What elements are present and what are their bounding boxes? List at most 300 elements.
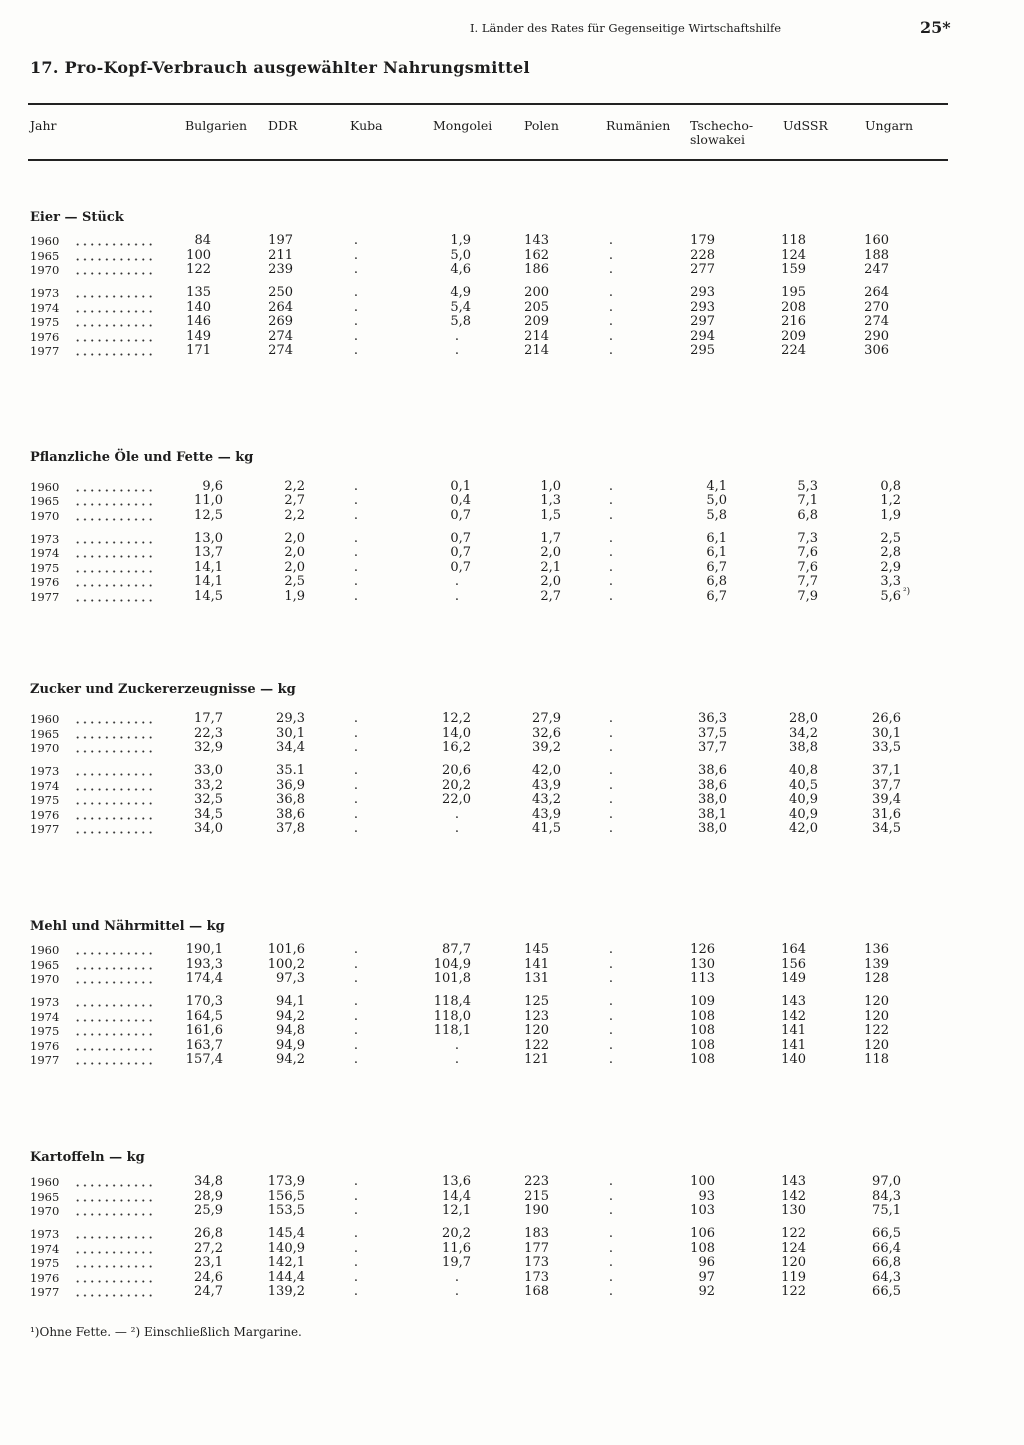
cell-ddr: 37,8 (276, 821, 305, 836)
cell-tschechoslowakei: 130 (690, 956, 715, 972)
column-header-udssr (783, 119, 828, 133)
cell-mongolei: 0,1 (450, 478, 471, 494)
cell-kuba: . (353, 299, 358, 315)
cell-udssr: 7,3 (797, 530, 818, 546)
cell-mongolei: . (454, 806, 459, 822)
row-year: 1976 (30, 1270, 60, 1285)
column-header-label-line2: slowakei (690, 132, 746, 147)
cell-ddr: 2,7 (284, 493, 305, 508)
table-row (0, 546, 1024, 561)
cell-bulgarien: 146 (186, 314, 211, 329)
cell-mongolei: 20,2 (442, 1226, 471, 1241)
table-row (0, 301, 1024, 316)
cell-ungarn: 290 (864, 328, 889, 344)
row-year: 1960 (30, 1175, 60, 1189)
cell-udssr: 216 (781, 314, 806, 329)
cell-tschechoslowakei: 36,3 (698, 711, 727, 726)
column-header-label: Mongolei (433, 118, 493, 133)
cell-rumaenien: . (608, 725, 613, 741)
cell-polen: 200 (524, 285, 549, 300)
cell-bulgarien: 26,8 (194, 1226, 223, 1241)
cell-polen: 141 (524, 956, 549, 972)
cell-tschechoslowakei: 113 (690, 971, 715, 986)
row-year: 1965 (30, 957, 60, 972)
column-header-ddr (268, 119, 297, 133)
cell-udssr: 40,9 (789, 792, 818, 807)
cell-polen: 1,7 (540, 530, 561, 546)
cell-udssr: 122 (781, 1284, 806, 1299)
cell-ddr: 100,2 (267, 956, 305, 972)
cell-mongolei: 101,8 (433, 971, 471, 986)
cell-rumaenien: . (608, 299, 613, 315)
table-row (0, 779, 1024, 794)
dot-leader (74, 1184, 154, 1187)
cell-tschechoslowakei: 126 (690, 942, 715, 957)
section-heading: Zucker und Zuckererzeugnisse — kg (30, 682, 296, 697)
cell-tschechoslowakei: 109 (690, 994, 715, 1009)
cell-ddr: 101,6 (267, 942, 305, 957)
cell-tschechoslowakei: 103 (690, 1203, 715, 1218)
cell-kuba: . (353, 262, 358, 277)
table-row (0, 315, 1024, 330)
table-row (0, 741, 1024, 756)
cell-bulgarien: 174,4 (185, 971, 223, 986)
cell-ddr: 197 (268, 233, 293, 248)
cell-tschechoslowakei: 38,1 (698, 806, 727, 822)
cell-rumaenien: . (608, 792, 613, 807)
dot-leader (74, 555, 154, 558)
table-row (0, 249, 1024, 264)
cell-ddr: 38,6 (276, 806, 305, 822)
cell-ungarn: 66,5 (872, 1226, 901, 1241)
cell-tschechoslowakei: 179 (690, 233, 715, 248)
cell-bulgarien: 34,5 (194, 806, 223, 822)
dot-leader (74, 324, 154, 327)
footnotes: ¹)Ohne Fette. — ²) Einschließlich Margarine. (30, 1325, 302, 1339)
cell-polen: 214 (524, 343, 549, 358)
cell-bulgarien: 9,6 (202, 478, 223, 494)
cell-bulgarien: 13,7 (194, 545, 223, 560)
column-header-jahr (30, 119, 57, 133)
cell-kuba: . (353, 559, 358, 575)
cell-polen: 125 (524, 994, 549, 1009)
cell-mongolei: 0,7 (450, 530, 471, 546)
cell-polen: 173 (524, 1269, 549, 1285)
cell-mongolei: 14,0 (442, 725, 471, 741)
column-header-label: DDR (268, 118, 298, 133)
cell-kuba: . (353, 777, 358, 793)
cell-tschechoslowakei: 108 (690, 1052, 715, 1067)
dot-leader (74, 599, 154, 602)
cell-kuba: . (353, 792, 358, 807)
row-year: 1960 (30, 479, 60, 494)
cell-ddr: 29,3 (276, 711, 305, 726)
cell-mongolei: . (454, 574, 459, 589)
table-row (0, 1024, 1024, 1039)
cell-ddr: 30,1 (276, 725, 305, 741)
cell-udssr: 130 (781, 1203, 806, 1218)
cell-bulgarien: 13,0 (194, 530, 223, 546)
cell-tschechoslowakei: 6,1 (706, 545, 727, 560)
cell-kuba: . (353, 328, 358, 344)
cell-ddr: 2,0 (284, 545, 305, 560)
cell-rumaenien: . (608, 806, 613, 822)
dot-leader (74, 353, 154, 356)
cell-mongolei: . (454, 1284, 459, 1299)
cell-bulgarien: 193,3 (185, 956, 223, 972)
cell-bulgarien: 100 (186, 247, 211, 263)
row-year: 1975 (30, 793, 60, 807)
dot-leader (74, 489, 154, 492)
cell-udssr: 124 (781, 247, 806, 263)
cell-bulgarien: 140 (186, 299, 211, 315)
cell-polen: 215 (524, 1188, 549, 1204)
cell-udssr: 156 (781, 956, 806, 972)
cell-rumaenien: . (608, 740, 613, 755)
dot-leader (74, 1236, 154, 1239)
cell-kuba: . (353, 588, 358, 604)
table-row (0, 1175, 1024, 1190)
cell-udssr: 38,8 (789, 740, 818, 755)
cell-udssr: 5,3 (797, 478, 818, 494)
section-heading: Kartoffeln — kg (30, 1150, 145, 1165)
table-header-rule (28, 159, 948, 161)
cell-udssr: 149 (781, 971, 806, 986)
cell-mongolei: 118,1 (433, 1023, 471, 1038)
cell-tschechoslowakei: 5,8 (706, 507, 727, 523)
cell-tschechoslowakei: 96 (698, 1255, 715, 1270)
cell-rumaenien: . (608, 1174, 613, 1189)
row-year: 1973 (30, 1227, 60, 1241)
cell-polen: 190 (524, 1203, 549, 1218)
cell-kuba: . (353, 1023, 358, 1038)
cell-rumaenien: . (608, 1240, 613, 1256)
table-row (0, 1256, 1024, 1271)
cell-rumaenien: . (608, 233, 613, 248)
cell-rumaenien: . (608, 1008, 613, 1024)
column-header-label: Kuba (350, 118, 383, 133)
dot-leader (74, 1048, 154, 1051)
column-header-label: UdSSR (783, 118, 828, 133)
cell-bulgarien: 34,8 (194, 1174, 223, 1189)
cell-kuba: . (353, 821, 358, 836)
cell-mongolei: 0,7 (450, 507, 471, 523)
cell-ddr: 36,8 (276, 792, 305, 807)
cell-ungarn: 120 (864, 994, 889, 1009)
table-row (0, 286, 1024, 301)
cell-udssr: 7,7 (797, 574, 818, 589)
cell-mongolei: . (454, 1269, 459, 1285)
cell-polen: 1,0 (540, 478, 561, 494)
cell-mongolei: 4,6 (450, 262, 471, 277)
cell-ddr: 94,8 (276, 1023, 305, 1038)
row-year: 1974 (30, 546, 60, 560)
cell-bulgarien: 190,1 (185, 942, 223, 957)
cell-polen: 2,7 (540, 588, 561, 604)
cell-mongolei: 12,1 (442, 1203, 471, 1218)
cell-ungarn: 39,4 (872, 792, 901, 807)
cell-ddr: 94,1 (276, 994, 305, 1009)
cell-mongolei: . (454, 343, 459, 358)
cell-ddr: 264 (268, 299, 293, 315)
cell-rumaenien: . (608, 1226, 613, 1241)
cell-bulgarien: 122 (186, 262, 211, 277)
cell-ungarn: 274 (864, 314, 889, 329)
cell-kuba: . (353, 971, 358, 986)
column-header-label: Ungarn (865, 118, 914, 133)
cell-polen: 177 (524, 1240, 549, 1256)
cell-mongolei: 11,6 (442, 1240, 471, 1256)
cell-tschechoslowakei: 37,7 (698, 740, 727, 755)
cell-mongolei: 19,7 (442, 1255, 471, 1270)
row-year: 1973 (30, 286, 60, 300)
cell-bulgarien: 135 (186, 285, 211, 300)
cell-ddr: 94,2 (276, 1052, 305, 1067)
cell-udssr: 143 (781, 1174, 806, 1189)
row-year: 1977 (30, 822, 60, 836)
cell-tschechoslowakei: 4,1 (706, 478, 727, 494)
cell-polen: 1,5 (540, 507, 561, 523)
cell-udssr: 224 (781, 343, 806, 358)
cell-tschechoslowakei: 97 (698, 1269, 715, 1285)
cell-ddr: 94,9 (276, 1037, 305, 1053)
cell-kuba: . (353, 1203, 358, 1218)
cell-polen: 183 (524, 1226, 549, 1241)
cell-polen: 43,9 (532, 777, 561, 793)
table-row (0, 509, 1024, 524)
cell-mongolei: 118,4 (433, 994, 471, 1009)
cell-ddr: 144,4 (267, 1269, 305, 1285)
cell-kuba: . (353, 725, 358, 741)
cell-rumaenien: . (608, 507, 613, 523)
cell-rumaenien: . (608, 343, 613, 358)
cell-kuba: . (353, 1255, 358, 1270)
cell-mongolei: . (454, 328, 459, 344)
cell-bulgarien: 170,3 (185, 994, 223, 1009)
row-year: 1975 (30, 1024, 60, 1038)
row-year: 1970 (30, 508, 60, 523)
cell-udssr: 195 (781, 285, 806, 300)
cell-ddr: 269 (268, 314, 293, 329)
table-row (0, 494, 1024, 509)
cell-ungarn: 118 (864, 1052, 889, 1067)
cell-rumaenien: . (608, 763, 613, 778)
row-year: 1965 (30, 494, 60, 508)
cell-rumaenien: . (608, 559, 613, 575)
cell-polen: 123 (524, 1008, 549, 1024)
cell-rumaenien: . (608, 493, 613, 508)
cell-rumaenien: . (608, 1188, 613, 1204)
cell-polen: 223 (524, 1174, 549, 1189)
dot-leader (74, 736, 154, 739)
table-row (0, 575, 1024, 590)
dot-leader (74, 503, 154, 506)
cell-ungarn: 34,5 (872, 821, 901, 836)
cell-udssr: 42,0 (789, 821, 818, 836)
cell-mongolei: 1,9 (450, 233, 471, 248)
cell-rumaenien: . (608, 328, 613, 344)
dot-leader (74, 272, 154, 275)
cell-ungarn: 120 (864, 1037, 889, 1053)
cell-mongolei: . (454, 1037, 459, 1053)
cell-udssr: 140 (781, 1052, 806, 1067)
cell-kuba: . (353, 1174, 358, 1189)
cell-ungarn: 270 (864, 299, 889, 315)
cell-ddr: 239 (268, 262, 293, 277)
cell-polen: 1,3 (540, 493, 561, 508)
cell-bulgarien: 164,5 (185, 1008, 223, 1024)
cell-mongolei: 0,7 (450, 559, 471, 575)
cell-rumaenien: . (608, 478, 613, 494)
cell-ungarn: 188 (864, 247, 889, 263)
column-header-label: Polen (524, 118, 559, 133)
cell-ungarn: 64,3 (872, 1269, 901, 1285)
table-row (0, 958, 1024, 973)
cell-ddr: 34,4 (276, 740, 305, 755)
cell-polen: 205 (524, 299, 549, 315)
cell-bulgarien: 32,5 (194, 792, 223, 807)
table-row (0, 995, 1024, 1010)
cell-ungarn: 33,5 (872, 740, 901, 755)
cell-udssr: 142 (781, 1008, 806, 1024)
dot-leader (74, 802, 154, 805)
table-row (0, 764, 1024, 779)
cell-tschechoslowakei: 38,0 (698, 792, 727, 807)
row-year: 1974 (30, 778, 60, 793)
cell-rumaenien: . (608, 1203, 613, 1218)
cell-rumaenien: . (608, 971, 613, 986)
cell-bulgarien: 34,0 (194, 821, 223, 836)
row-year: 1977 (30, 589, 60, 604)
cell-mongolei: 5,8 (450, 314, 471, 329)
running-head: I. Länder des Rates für Gegenseitige Wirtschaftshilfe (470, 21, 782, 35)
row-year: 1975 (30, 560, 60, 575)
cell-mongolei: 12,2 (442, 711, 471, 726)
cell-ungarn: 120 (864, 1008, 889, 1024)
cell-ungarn: 3,3 (880, 574, 901, 589)
cell-tschechoslowakei: 108 (690, 1240, 715, 1256)
table-row (0, 1204, 1024, 1219)
cell-ddr: 97,3 (276, 971, 305, 986)
cell-udssr: 141 (781, 1023, 806, 1038)
cell-bulgarien: 22,3 (194, 725, 223, 741)
dot-leader (74, 258, 154, 261)
cell-tschechoslowakei: 108 (690, 1037, 715, 1053)
cell-kuba: . (353, 1226, 358, 1241)
cell-mongolei: 14,4 (442, 1188, 471, 1204)
cell-tschechoslowakei: 6,8 (706, 574, 727, 589)
cell-kuba: . (353, 285, 358, 300)
cell-bulgarien: 23,1 (194, 1255, 223, 1270)
table-row (0, 1271, 1024, 1286)
cell-ungarn: 2,5 (880, 530, 901, 546)
cell-bulgarien: 14,5 (194, 588, 223, 604)
cell-mongolei: 5,4 (450, 299, 471, 315)
table-row (0, 943, 1024, 958)
cell-ddr: 2,0 (284, 559, 305, 575)
cell-ddr: 142,1 (267, 1255, 305, 1270)
cell-udssr: 208 (781, 299, 806, 315)
row-year: 1975 (30, 1256, 60, 1270)
cell-kuba: . (353, 711, 358, 726)
cell-ddr: 94,2 (276, 1008, 305, 1024)
dot-leader (74, 1019, 154, 1022)
table-row (0, 532, 1024, 547)
cell-bulgarien: 25,9 (194, 1203, 223, 1218)
dot-leader (74, 721, 154, 724)
cell-ddr: 2,5 (284, 574, 305, 589)
cell-bulgarien: 28,9 (194, 1188, 223, 1204)
cell-ungarn: 31,6 (872, 806, 901, 822)
cell-tschechoslowakei: 6,1 (706, 530, 727, 546)
cell-polen: 43,2 (532, 792, 561, 807)
cell-mongolei: 104,9 (433, 956, 471, 972)
cell-tschechoslowakei: 93 (698, 1188, 715, 1204)
cell-bulgarien: 84 (194, 233, 211, 248)
cell-ddr: 145,4 (267, 1226, 305, 1241)
cell-ungarn: 66,4 (872, 1240, 901, 1256)
row-year: 1974 (30, 1241, 60, 1256)
cell-rumaenien: . (608, 1255, 613, 1270)
cell-rumaenien: . (608, 262, 613, 277)
row-year: 1976 (30, 1038, 60, 1053)
cell-ungarn: 2,9 (880, 559, 901, 575)
table-row (0, 1242, 1024, 1257)
cell-rumaenien: . (608, 1052, 613, 1067)
cell-mongolei: 0,7 (450, 545, 471, 560)
table-row (0, 808, 1024, 823)
row-year: 1973 (30, 764, 60, 778)
cell-ungarn: 122 (864, 1023, 889, 1038)
cell-mongolei: . (454, 588, 459, 604)
cell-polen: 2,0 (540, 545, 561, 560)
dot-leader (74, 981, 154, 984)
cell-bulgarien: 14,1 (194, 574, 223, 589)
cell-rumaenien: . (608, 1284, 613, 1299)
footnote-reference: ²) (903, 586, 911, 597)
cell-bulgarien: 24,6 (194, 1269, 223, 1285)
cell-tschechoslowakei: 228 (690, 247, 715, 263)
table-row (0, 1190, 1024, 1205)
section-heading: Mehl und Nährmittel — kg (30, 919, 225, 934)
cell-kuba: . (353, 1284, 358, 1299)
row-year: 1970 (30, 972, 60, 986)
column-header-tschechoslowakei (690, 119, 753, 147)
dot-leader (74, 518, 154, 521)
cell-rumaenien: . (608, 314, 613, 329)
cell-tschechoslowakei: 100 (690, 1174, 715, 1189)
page-number: 25* (920, 18, 951, 37)
row-year: 1970 (30, 1204, 60, 1218)
cell-polen: 120 (524, 1023, 549, 1038)
cell-tschechoslowakei: 38,0 (698, 821, 727, 836)
cell-udssr: 7,6 (797, 545, 818, 560)
cell-polen: 39,2 (532, 740, 561, 755)
cell-mongolei: 5,0 (450, 247, 471, 263)
cell-ungarn: 139 (864, 956, 889, 972)
table-row (0, 344, 1024, 359)
dot-leader (74, 310, 154, 313)
row-year: 1975 (30, 315, 60, 329)
dot-leader (74, 541, 154, 544)
cell-kuba: . (353, 806, 358, 822)
cell-ungarn: 160 (864, 233, 889, 248)
cell-udssr: 119 (781, 1269, 806, 1285)
dot-leader (74, 295, 154, 298)
cell-kuba: . (353, 763, 358, 778)
cell-ungarn: 37,1 (872, 763, 901, 778)
cell-tschechoslowakei: 295 (690, 343, 715, 358)
